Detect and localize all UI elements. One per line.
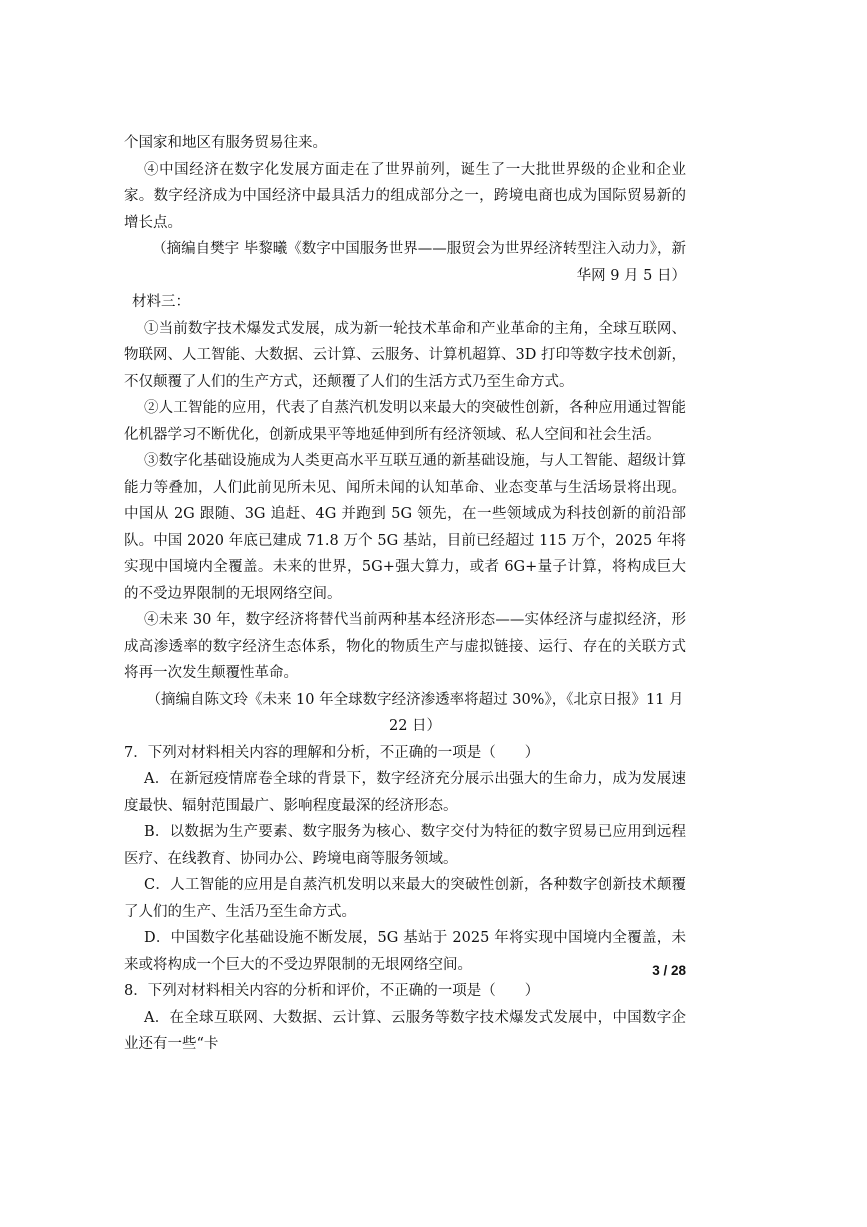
question-7: 7．下列对材料相关内容的理解和分析，不正确的一项是（ ）: [124, 744, 540, 761]
question-7-option-a: A．在新冠疫情席卷全球的背景下，数字经济充分展示出强大的生命力，成为发展速度最快、辐射范围最广、影响程度最深的经济形态。: [124, 771, 686, 814]
material3-point4: ④未来 30 年，数字经济将替代当前两种基本经济形态——实体经济与虚拟经济，形成高渗透率的数字经济生态体系，物化的物质生产与虚拟链接、运行、存在的关联方式将再一次发生颠覆性革命。: [124, 612, 686, 681]
material3-point3: ③数字化基础设施成为人类更高水平互联互通的新基础设施，与人工智能、超级计算能力等叠加，人们此前见所未见、闻所未闻的认知革命、业态变革与生活场景将出现。中国从 2G 跟随、3G 追赶、4G 并跑到 5G 领先，在一些领域成为科技创新的前沿部队。中国 2020 年底已建成 71.8 万个 5G 基站，目前已经超过 115 万个，2025 年将实现中国境内全覆盖。未来的世界，5G+强大算力，或者 6G+量子计算，将构成巨大的不受边界限制的无垠网络空间。: [124, 453, 686, 602]
material2-point4: ④中国经济在数字化发展方面走在了世界前列，诞生了一大批世界级的企业和企业家。数字经济成为中国经济中最具活力的组成部分之一，跨境电商也成为国际贸易新的增长点。: [124, 161, 686, 231]
material3-point2: ②人工智能的应用，代表了自蒸汽机发明以来最大的突破性创新，各种应用通过智能化机器学习不断优化，创新成果平等地延伸到所有经济领域、私人空间和社会生活。: [124, 400, 686, 443]
question-7-option-d: D．中国数字化基础设施不断发展，5G 基站于 2025 年将实现中国境内全覆盖，未来或将构成一个巨大的不受边界限制的无垠网络空间。: [124, 930, 686, 973]
paragraph-continuation: 个国家和地区有服务贸易往来。: [124, 135, 327, 151]
material3-source: （摘编自陈文玲《未来 10 年全球数字经济渗透率将超过 30%》，《北京日报》11 月 22 日）: [146, 691, 684, 734]
material2-source: （摘编自樊宇 毕黎曦《数字中国服务世界——服贸会为世界经济转型注入动力》，新华网 9 月 5 日）: [152, 241, 686, 284]
question-7-option-c: C．人工智能的应用是自蒸汽机发明以来最大的突破性创新，各种数字创新技术颠覆了人们的生产、生活乃至生命方式。: [124, 877, 686, 920]
material3-heading: 材料三：: [132, 294, 190, 310]
question-8-option-a: A．在全球互联网、大数据、云计算、云服务等数字技术爆发式发展中，中国数字企业还有一些“卡: [124, 1009, 686, 1052]
question-8: 8．下列对材料相关内容的分析和评价，不正确的一项是（ ）: [124, 983, 540, 999]
question-7-option-b: B．以数据为生产要素、数字服务为核心、数字交付为特征的数字贸易已应用到远程医疗、在线教育、协同办公、跨境电商等服务领域。: [124, 824, 686, 867]
page-number: 3 / 28: [652, 963, 686, 978]
material3-point1: ①当前数字技术爆发式发展，成为新一轮技术革命和产业革命的主角，全球互联网、物联网、人工智能、大数据、云计算、云服务、计算机超算、3D 打印等数字技术创新，不仅颠覆了人们的生产方式，还颠覆了人们的生活方式乃至生命方式。: [124, 320, 686, 390]
page-content: [124, 130, 686, 1058]
